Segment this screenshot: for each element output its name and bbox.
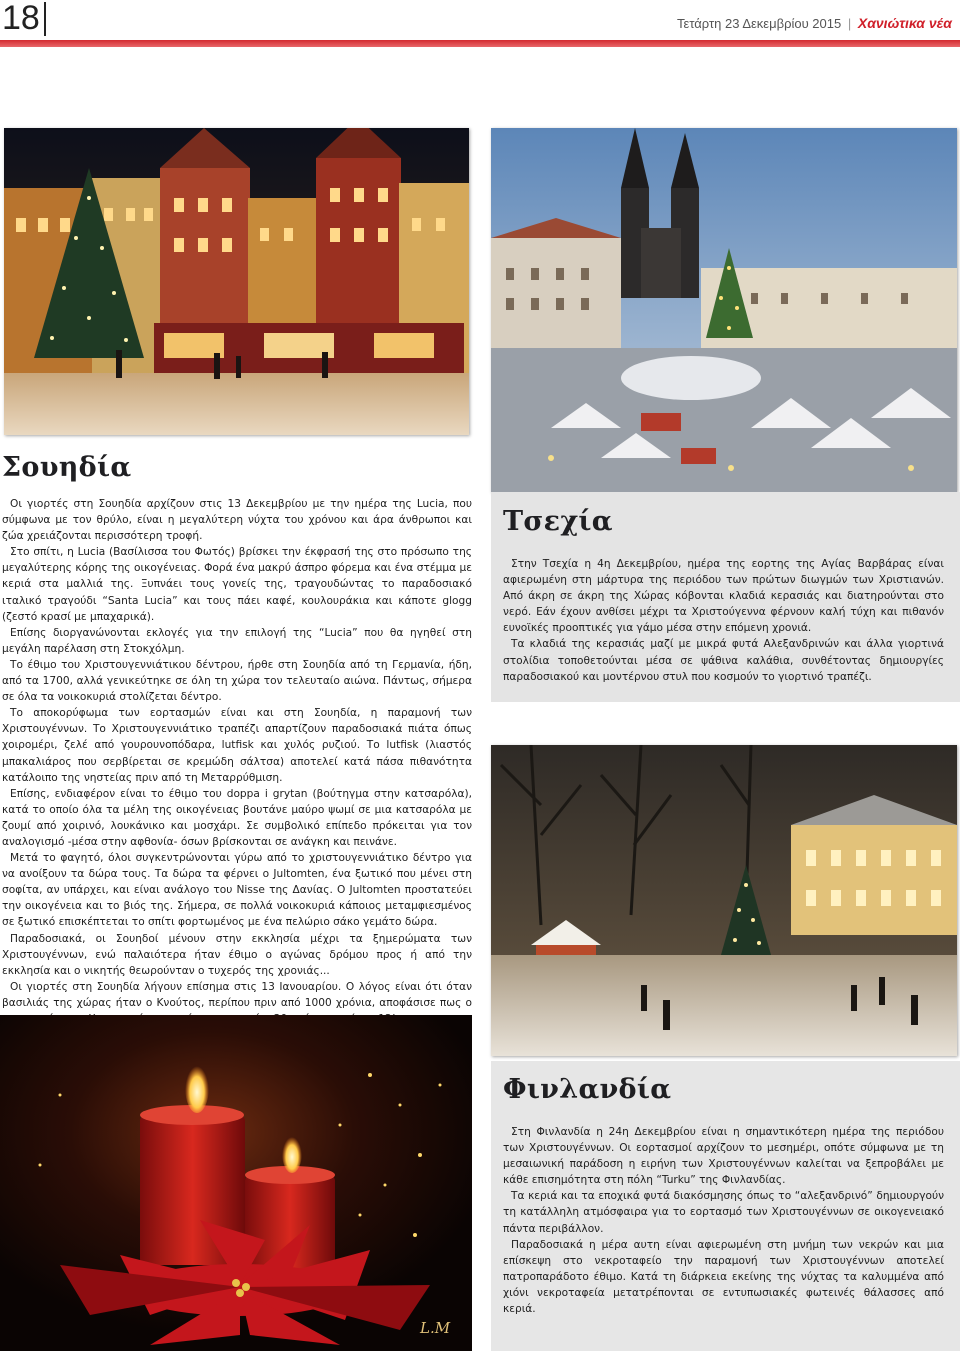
czech-article <box>503 556 944 685</box>
sweden-title: Σουηδία <box>2 452 132 483</box>
sweden-paragraph: Το έθιμο του Χριστουγεννιάτικου δέντρου, ήρθε στη Σουηδία από τη Γερμανία, ήδη, από τα 1700, αλλά γενικεύτηκε σε όλη τη χώρα τον τελευταίο αιώνα. Πάντως, σήμερα σε όλα τα νοικοκυριά στολίζεται δέντρο. <box>2 658 472 704</box>
sweden-paragraph: Το αποκορύφωμα των εορτασμών είναι και στη Σουηδία, η παραμονή των Χριστουγέννων. Το Χριστουγεννιάτικο τραπέζι απαρτίζουν παραδοσιακά πιάτα όπως χοιρομέρι, ζελέ από γουρουνοπόδαρα, lutfisk και χυλός ρυζιού. Το lutfisk (λιαστός μπακαλιάρος που σερβίρεται σε κρεμώδη σάλτσα) αποτελεί κατά πάσα πιθανότητα κατάλοιπο της νηστείας πριν από τη Μεταρρύθμιση. <box>2 707 472 784</box>
stockholm-market-photo <box>4 128 469 435</box>
sweden-paragraph: Επίσης, ενδιαφέρον είναι το έθιμο του doppa i grytan (βούτηγμα στην κατσαρόλα), κατά το οποίο όλα τα μέλη της οικογένειας βουτάνε μαύρο ψωμί σε μια κατσαρόλα με ζουμί από χοιρινό, λουκάνικο και μοσχάρι. Σε συμβολικό επίπεδο πρόκειται για τον αναλογισμό -μέσα στην αφθονία- όσων βρίσκονται σε ανάγκη και πεινάνε. <box>2 787 472 848</box>
sweden-paragraph: Μετά το φαγητό, όλοι συγκεντρώνονται γύρω από το χριστουγεννιάτικο δέντρο για να ανοίξουν τα δώρα τους. Τα δώρα τα φέρνει ο Jultomten, ένα ξωτικό που μένει στη σοφίτα, αν υπάρχει, και είναι ανάλογο του Nisse της Δανίας. Ο Jultomten προστατεύει την οικογένεια και το βιός της. Σήμερα, σε πολλά νοικοκυριά κάποιος μεταμφιεσμένος σε ξωτικό επισκέπτεται το σπίτι φορτωμένος με ένα πελώριο σάκο γεμάτο δώρα. <box>2 852 472 929</box>
sweden-paragraph: Οι γιορτές στη Σουηδία λήγουν επίσημα στις 13 Ιανουαρίου. Ο λόγος είναι ότι όταν βασιλιάς της χώρας ήταν ο Κνούτος, περίπου πριν από 1000 χρόνια, αποφάσισε πως ο <box>2 980 472 1009</box>
finland-paragraph: Τα κεριά και τα εποχικά φυτά διακόσμησης όπως το “αλεξανδρινό” δημιουργούν τη κατάλληλη ατμόσφαιρα για το εορτασμό των Χριστουγέννων σε οικογενειακό πάντα περιβάλλον. <box>503 1190 944 1235</box>
finland-paragraph: Παραδοσιακά η μέρα αυτη είναι αφιερωμένη στη μνήμη των νεκρών και μια επίσκεψη στο νεκροταφείο την παραμονή των Χριστουγέννων αποτελεί πατροπαράδοτο έθιμο. Κατά τη διάρκεια εκείνης της νύχτας τα καλυμμένα από χιόνι νεκροταφεία μετατρέπονται σε εντυπωσιακές φωτεινές θάλασσες από κεριά. <box>503 1238 944 1316</box>
sweden-paragraph: Οι γιορτές στη Σουηδία αρχίζουν στις 13 Δεκεμβρίου με την ημέρα της Lucia, που σύμφωνα με τον θρύλο, είναι η μεγαλύτερη νύχτα του χρόνου και άρα άνθρωποι και ζώα χρειάζονται περισσότερη τροφή. <box>2 498 472 543</box>
czech-paragraph: Τα κλαδιά της κερασιάς μαζί με μικρά φυτά Αλεξανδρινών και άλλα γιορτινά στολίδια τοποθετούνται μέσα σε ψάθινα καλάθια, συνθέτοντας δημιουργίες παραδοσιακού και μοντέρνου στυλ που κοσμούν το γιορτινό τραπέζι. <box>503 638 944 683</box>
header-red-band <box>0 40 960 47</box>
prague-market-photo <box>491 128 957 492</box>
sweden-article <box>2 496 472 1027</box>
finland-article <box>503 1124 944 1317</box>
issue-date: Τετάρτη 23 Δεκεμβρίου 2015 <box>677 16 842 31</box>
candles-poinsettia-photo <box>0 1015 472 1351</box>
sweden-paragraph: Επίσης διοργανώνονται εκλογές για την επιλογή της “Lucia” που θα ηγηθεί στη μεγάλη παρέλαση στη Στοκχόλμη. <box>2 626 472 655</box>
czech-title: Τσεχία <box>503 506 613 537</box>
header-separator: | <box>847 16 852 31</box>
czech-paragraph: Στην Τσεχία η 4η Δεκεμβρίου, ημέρα της εορτης της Αγίας Βαρβάρας είναι αφιερωμένη στη μάρτυρα της περιόδου των πρώτων διωγμών των Χριστιανών. Από άκρη σε άκρη της Χώρας κόβονται κλαδιά κερασιάς και διατηρούνται στο νερό. Εάν έχουν ανθίσει μέχρι τα Χριστούγεννα φέρνουν καλή τύχη και πιθανόν ευνοϊκές προοπτικές για γάμο μέσα στην επόμενη χρονιά. <box>503 558 944 635</box>
header-info <box>677 15 952 31</box>
newspaper-name: Χανιώτικα νέα <box>857 15 952 31</box>
page-number-divider <box>44 2 46 36</box>
finland-paragraph: Στη Φινλανδία η 24η Δεκεμβρίου είναι η σημαντικότερη ημέρα της περιόδου των Χριστουγέννων. Οι εορτασμοί αρχίζουν το μεσημέρι, οπότε σύμφωνα με τη μεσαιωνική παράδοση η ειρήνη των Χριστουγέννων καλείται να ξεπροβάλει με κάθε επισημότητα στη πόλη “Turku” της Φινλανδίας. <box>503 1126 944 1187</box>
finland-title: Φινλανδία <box>503 1074 672 1105</box>
sweden-paragraph: Παραδοσιακά, οι Σουηδοί μένουν στην εκκλησία μέχρι τα ξημερώματα των Χριστουγέννων, ενώ παλαιότερα ήταν έθιμο ο αγώνας δρόμου προς ή από την εκκλησία και ο νικητής θεωρούνταν ο τυχερός της χρονιάς... <box>2 932 472 977</box>
sweden-paragraph: Στο σπίτι, η Lucia (Βασίλισσα του Φωτός) βρίσκει την έκφρασή της στο πρόσωπο της μεγαλύτερης κόρης της οικογένειας. Φορά ένα μακρύ άσπρο φόρεμα και ένα στέμμα με κεριά στα μαλλιά της. Ξυπνάει τους γονείς της, τραγουδώντας το παραδοσιακό ιταλικό τραγούδι “Santa Lucia” και τους πάει καφέ, κουλουράκια και κάποτε glogg (ζεστό κρασί με μπαχαρικά). <box>2 546 472 623</box>
winter-square-photo <box>491 745 957 1056</box>
image-signature: L.M <box>420 1319 451 1337</box>
page-number: 18 <box>2 0 40 37</box>
